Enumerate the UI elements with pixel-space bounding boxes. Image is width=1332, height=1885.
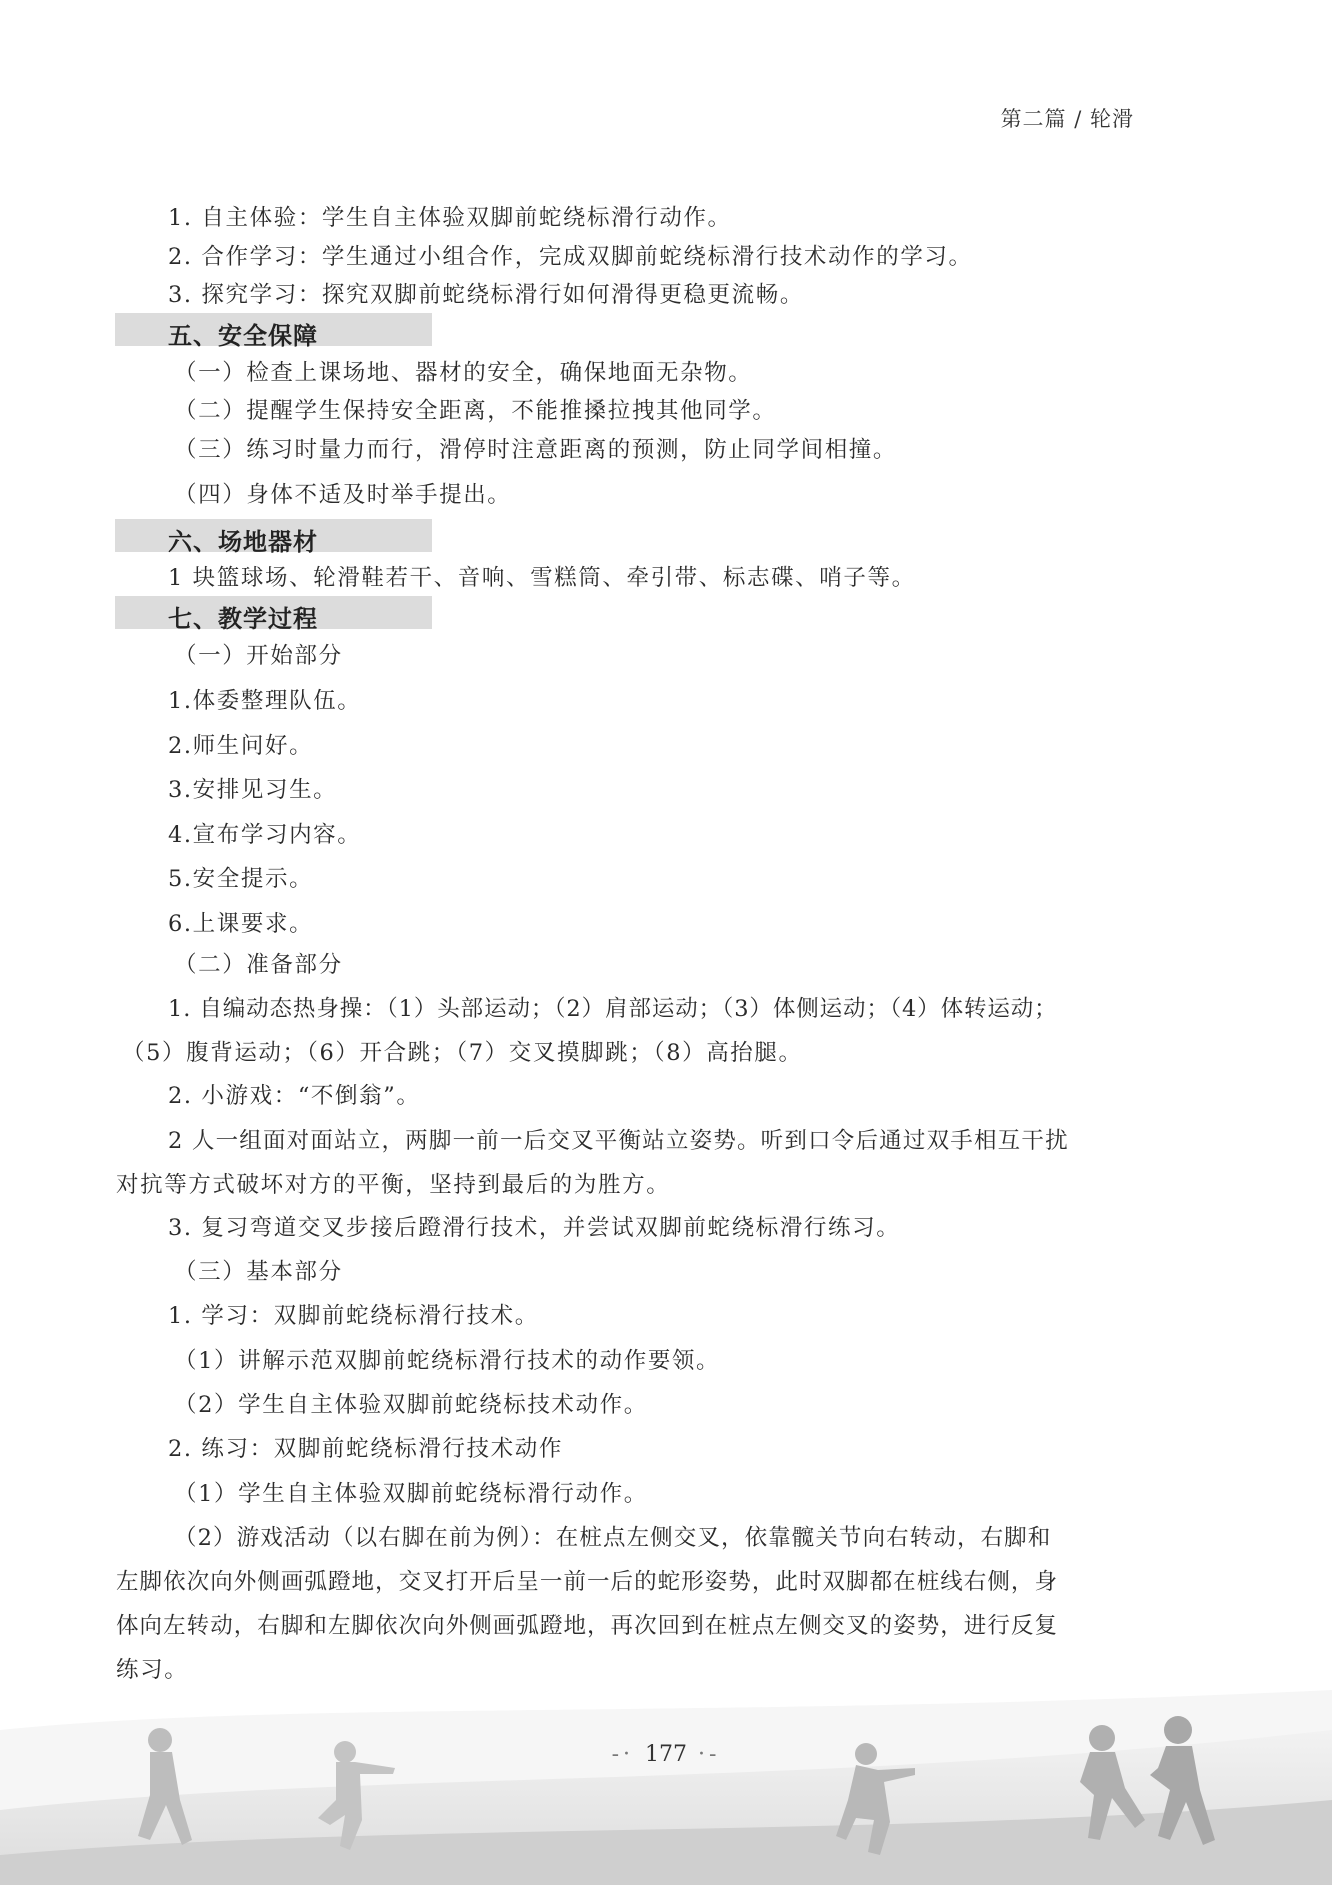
paragraph-line: （2）学生自主体验双脚前蛇绕标技术动作。 bbox=[174, 1392, 648, 1418]
paragraph-line: （1）讲解示范双脚前蛇绕标滑行技术的动作要领。 bbox=[174, 1348, 721, 1374]
paragraph-line: 对抗等方式破坏对方的平衡，坚持到最后的为胜方。 bbox=[116, 1172, 671, 1198]
paragraph-line: （一）检查上课场地、器材的安全，确保地面无杂物。 bbox=[174, 360, 753, 386]
paragraph-line: （三）练习时量力而行，滑停时注意距离的预测，防止同学间相撞。 bbox=[174, 437, 898, 463]
paragraph-line: （5）腹背运动；（6）开合跳；（7）交叉摸脚跳；（8）高抬腿。 bbox=[122, 1040, 803, 1066]
section-heading: 六、场地器材 bbox=[168, 528, 318, 556]
paragraph-line: 2. 练习：双脚前蛇绕标滑行技术动作 bbox=[168, 1436, 563, 1462]
page-number-value: 177 bbox=[645, 1742, 687, 1767]
page-number-dash-left: -· bbox=[611, 1742, 645, 1767]
section-heading: 五、安全保障 bbox=[168, 322, 318, 350]
page-number bbox=[0, 1742, 1332, 1767]
paragraph-line: 1 块篮球场、轮滑鞋若干、音响、雪糕筒、牵引带、标志碟、哨子等。 bbox=[168, 565, 916, 591]
page-number-dash-right: ·- bbox=[687, 1742, 721, 1767]
subsection-heading: （三）基本部分 bbox=[174, 1259, 343, 1285]
paragraph-line: 2. 小游戏：“不倒翁”。 bbox=[168, 1083, 421, 1109]
subsection-heading: （一）开始部分 bbox=[174, 643, 343, 669]
section-heading: 七、教学过程 bbox=[168, 605, 318, 633]
paragraph-line: 3. 探究学习：探究双脚前蛇绕标滑行如何滑得更稳更流畅。 bbox=[168, 282, 804, 308]
list-item: 4.宣布学习内容。 bbox=[168, 822, 362, 848]
list-item: 2.师生问好。 bbox=[168, 733, 314, 759]
list-item: 3.安排见习生。 bbox=[168, 777, 338, 803]
paragraph-line: （二）提醒学生保持安全距离，不能推搡拉拽其他同学。 bbox=[174, 398, 777, 424]
paragraph-line: 1. 学习：双脚前蛇绕标滑行技术。 bbox=[168, 1303, 539, 1329]
paragraph-line: 1. 自主体验：学生自主体验双脚前蛇绕标滑行动作。 bbox=[168, 205, 732, 231]
paragraph-line: 练习。 bbox=[116, 1657, 189, 1683]
paragraph-line: 体向左转动，右脚和左脚依次向外侧画弧蹬地，再次回到在桩点左侧交叉的姿势，进行反复 bbox=[116, 1613, 1059, 1639]
running-header: 第二篇 / 轮滑 bbox=[1000, 107, 1134, 131]
subsection-heading: （二）准备部分 bbox=[174, 952, 343, 978]
list-item: 6.上课要求。 bbox=[168, 911, 314, 937]
footer-skaters-illustration bbox=[0, 1690, 1332, 1885]
list-item: 1.体委整理队伍。 bbox=[168, 688, 362, 714]
paragraph-line: 3. 复习弯道交叉步接后蹬滑行技术，并尝试双脚前蛇绕标滑行练习。 bbox=[168, 1215, 901, 1241]
paragraph-line: 2 人一组面对面站立，两脚一前一后交叉平衡站立姿势。听到口令后通过双手相互干扰 bbox=[168, 1128, 1069, 1154]
paragraph-line: （1）学生自主体验双脚前蛇绕标滑行动作。 bbox=[174, 1481, 648, 1507]
paragraph-line: 1. 自编动态热身操：（1）头部运动；（2）肩部运动；（3）体侧运动；（4）体转运动； bbox=[168, 996, 1058, 1022]
paragraph-line: 2. 合作学习：学生通过小组合作，完成双脚前蛇绕标滑行技术动作的学习。 bbox=[168, 244, 973, 270]
list-item: 5.安全提示。 bbox=[168, 866, 314, 892]
paragraph-line: 左脚依次向外侧画弧蹬地，交叉打开后呈一前一后的蛇形姿势，此时双脚都在桩线右侧，身 bbox=[116, 1569, 1059, 1595]
paragraph-line: （四）身体不适及时举手提出。 bbox=[174, 482, 512, 508]
paragraph-line: （2）游戏活动（以右脚在前为例）：在桩点左侧交叉，依靠髋关节向右转动，右脚和 bbox=[174, 1525, 1052, 1551]
